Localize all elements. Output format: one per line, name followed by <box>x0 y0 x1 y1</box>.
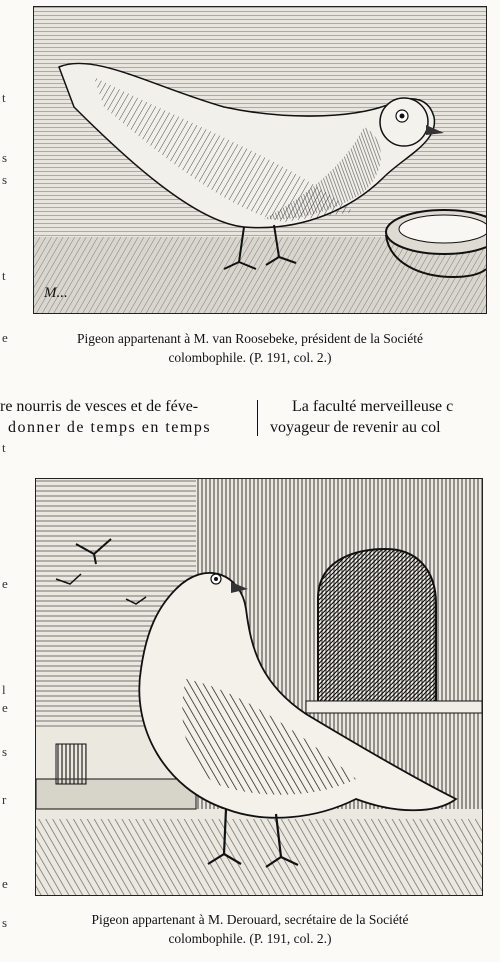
margin-letter: t <box>2 440 6 455</box>
pigeon-illustration-2 <box>35 478 483 896</box>
margin-letter: e <box>2 876 8 891</box>
figure-1-caption-line-2: colombophile. (P. 191, col. 2.) <box>168 350 332 365</box>
figure-2-caption-line-2: colombophile. (P. 191, col. 2.) <box>168 931 332 946</box>
margin-letter: r <box>2 792 7 807</box>
right-column-line-2: voyageur de revenir au col <box>270 419 441 436</box>
pigeon-1-drawing <box>34 7 486 313</box>
figure-2-caption <box>0 910 500 948</box>
margin-letter: l <box>2 682 6 697</box>
margin-letter: s <box>2 172 8 187</box>
margin-letter: s <box>2 150 8 165</box>
figure-1-caption-line-1: Pigeon appartenant à M. van Roosebeke, président de la Société <box>76 331 424 346</box>
pigeon-illustration-1 <box>33 6 487 314</box>
left-column-line-1: re nourris de vesces et de féve- <box>0 398 199 415</box>
margin-letter: e <box>2 700 8 715</box>
pigeon-2-drawing <box>36 479 482 895</box>
artist-signature: M... <box>44 285 68 301</box>
margin-letter: s <box>2 744 8 759</box>
margin-letter: t <box>2 268 6 283</box>
margin-letter: s <box>2 915 8 930</box>
column-divider <box>257 400 258 436</box>
left-column-line-2: donner de temps en temps <box>8 419 212 436</box>
margin-letter: e <box>2 576 8 591</box>
right-column-line-1: La faculté merveilleuse c <box>292 398 454 415</box>
margin-letter: e <box>2 330 8 345</box>
figure-2-caption-line-1: Pigeon appartenant à M. Derouard, secrétaire de la Société <box>91 912 409 927</box>
margin-letter: t <box>2 90 6 105</box>
figure-1-caption <box>0 329 500 367</box>
